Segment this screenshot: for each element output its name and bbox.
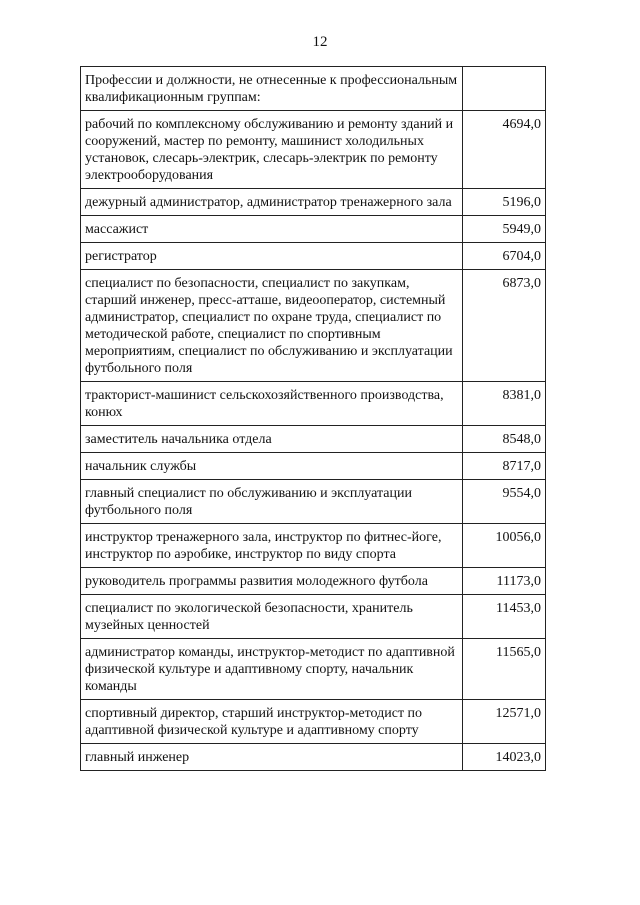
table-row <box>81 700 546 744</box>
position-title: главный специалист по обслуживанию и эксплуатации футбольного поля <box>81 480 463 524</box>
table-row <box>81 216 546 243</box>
salary-value: 11565,0 <box>463 639 546 700</box>
position-title: рабочий по комплексному обслуживанию и ремонту зданий и сооружений, мастер по ремонту, машинист холодильных установок, слесарь-электрик, слесарь-электрик по ремонту электрооборудования <box>81 111 463 189</box>
position-title: главный инженер <box>81 744 463 771</box>
table-row <box>81 524 546 568</box>
salary-value: 6873,0 <box>463 270 546 382</box>
table-header-row <box>81 67 546 111</box>
salary-value: 5196,0 <box>463 189 546 216</box>
salary-table <box>80 66 546 771</box>
table-row <box>81 270 546 382</box>
table-row <box>81 639 546 700</box>
salary-value: 8717,0 <box>463 453 546 480</box>
table-row <box>81 480 546 524</box>
position-title: руководитель программы развития молодежного футбола <box>81 568 463 595</box>
table-row <box>81 453 546 480</box>
salary-value: 6704,0 <box>463 243 546 270</box>
table-row <box>81 189 546 216</box>
salary-value: 10056,0 <box>463 524 546 568</box>
position-title: тракторист-машинист сельскохозяйственного производства, конюх <box>81 382 463 426</box>
position-title: спортивный директор, старший инструктор-методист по адаптивной физической культуре и адаптивному спорту <box>81 700 463 744</box>
page-number: 12 <box>312 34 328 50</box>
position-title: заместитель начальника отдела <box>81 426 463 453</box>
table-header-cell: Профессии и должности, не отнесенные к профессиональным квалификационным группам: <box>81 67 463 111</box>
salary-value: 5949,0 <box>463 216 546 243</box>
table-row <box>81 744 546 771</box>
table-row <box>81 243 546 270</box>
table-header-empty-cell <box>463 67 546 111</box>
salary-value: 8548,0 <box>463 426 546 453</box>
position-title: массажист <box>81 216 463 243</box>
salary-value: 12571,0 <box>463 700 546 744</box>
salary-value: 14023,0 <box>463 744 546 771</box>
position-title: специалист по экологической безопасности, хранитель музейных ценностей <box>81 595 463 639</box>
position-title: начальник службы <box>81 453 463 480</box>
salary-value: 11453,0 <box>463 595 546 639</box>
position-title: регистратор <box>81 243 463 270</box>
position-title: администратор команды, инструктор-методист по адаптивной физической культуре и адаптивному спорту, начальник команды <box>81 639 463 700</box>
position-title: инструктор тренажерного зала, инструктор по фитнес-йоге, инструктор по аэробике, инструктор по виду спорта <box>81 524 463 568</box>
salary-value: 11173,0 <box>463 568 546 595</box>
salary-value: 8381,0 <box>463 382 546 426</box>
salary-value: 4694,0 <box>463 111 546 189</box>
table-row <box>81 426 546 453</box>
table-row <box>81 568 546 595</box>
table-row <box>81 382 546 426</box>
position-title: специалист по безопасности, специалист по закупкам, старший инженер, пресс-атташе, видеооператор, системный администратор, специалист по охране труда, специалист по методической работе, специалист по спортивным мероприятиям, специалист по обслуживанию и эксплуатации футбольного поля <box>81 270 463 382</box>
position-title: дежурный администратор, администратор тренажерного зала <box>81 189 463 216</box>
salary-value: 9554,0 <box>463 480 546 524</box>
table-row <box>81 595 546 639</box>
table-row <box>81 111 546 189</box>
